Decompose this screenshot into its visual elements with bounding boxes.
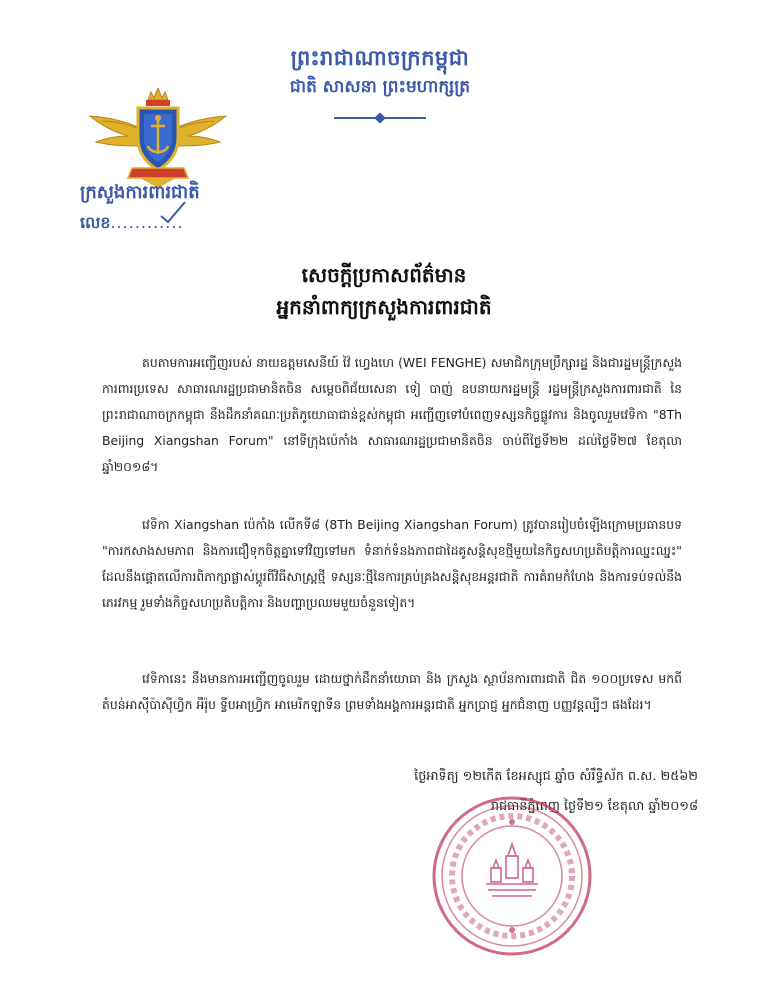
ministry-name: ក្រសួងការពារជាតិ [80,182,200,203]
lunar-date: ថ្ងៃអាទិត្យ ១២កើត ខែអស្សុជ ឆ្នាំច សំរឹទ្ធិស័ក ព.ស. ២៥៦២ [414,769,698,784]
solar-date: រាជធានីភ្នំពេញ ថ្ងៃទី២១ ខែតុលា ឆ្នាំ២០១៨ [490,799,698,814]
ref-dots: ............ [110,213,184,232]
kingdom-title: ព្រះរាជាណាចក្រកម្ពុជា [290,45,470,70]
ref-label: លេខ [80,213,111,232]
kingdom-motto: ជាតិ សាសនា ព្រះមហាក្សត្រ [289,77,471,97]
header-ornament [334,114,426,122]
official-seal-icon [430,794,594,958]
body-paragraph-2: វេទិកា Xiangshan ប៉េកាំង លើកទី៨ (8Th Beijing Xiangshan Forum) ត្រូវបានរៀបចំឡើងក្រោមប្រធានបទ "ការកសាងសមភាព និងការជឿទុកចិត្តគ្នាទៅវិញទៅមក ទំនាក់ទំនងភាពជាដៃគូសន្តិសុខថ្មីមួយនៃកិច្ចសហប្រតិបត្តិការឈ្នះឈ្នះ" ដែលនឹងផ្តោតលើការពិភាក្សាផ្លាស់ប្តូរពីវិធីសាស្ត្រថ្មី ទស្សនៈថ្មីនៃការគ្រប់គ្រងសន្តិសុខអន្តរជាតិ ការគំរាមកំហែង និងការទប់ទល់នឹងភេរវកម្ម រួមទាំងកិច្ចសហប្រតិបត្តិការ និងបញ្ហាប្រឈមមួយចំនួនទៀត។ [102,517,682,610]
body-paragraph-1: តបតាមការអញ្ជើញរបស់ នាយឧត្តមសេនីយ៍ វ៉ៃ ហ្វេងហេ (WEI FENGHE) សមាជិកក្រុមប្រឹក្សារដ្ឋ និងជារដ្ឋមន្ត្រីក្រសួងការពារប្រទេស សាធារណរដ្ឋប្រជាមានិតចិន សម្តេចពិជ័យសេនា ទៀ បាញ់ ឧបនាយករដ្ឋមន្ត្រី រដ្ឋមន្ត្រីក្រសួងការពារជាតិ នៃព្រះរាជាណាចក្រកម្ពុជា នឹងដឹកនាំគណៈប្រតិភូយោធាជាន់ខ្ពស់កម្ពុជា អញ្ជើញទៅបំពេញទស្សនកិច្ចផ្លូវការ និងចូលរួមវេទិកា "8Th Beijing Xiangshan Forum" នៅទីក្រុងប៉េកាំង សាធារណរដ្ឋប្រជាមានិតចិន ចាប់ពីថ្ងៃទី២២ ដល់ថ្ងៃទី២៧ ខែតុលា ឆ្នាំ២០១៨។ [102,355,682,474]
kingdom-header [250,44,510,122]
ministry-emblem-icon [88,88,228,188]
checkmark-icon [158,200,188,226]
announcement-subtitle: អ្នកនាំពាក្យក្រសួងការពារជាតិ [276,295,492,319]
body-paragraph-3: វេទិកានេះ នឹងមានការអញ្ជើញចូលរួម ដោយថ្នាក់ដឹកនាំយោធា និង ក្រសួង ស្ថាប័នការពារជាតិ ជិត ១០០ប្រទេស មកពីតំបន់អាស៊ីប៉ាស៊ីហ្វិក អឺរ៉ុប ទ្វីបអាហ្វ្រិក អាមេរិកឡាទីន ព្រមទាំងអង្គការអន្តរជាតិ អ្នកប្រាជ្ញ អ្នកជំនាញ បញ្ញវន្តល្បីៗ ផងដែរ។ [102,671,682,712]
announcement-title: សេចក្តីប្រកាសព័ត៌មាន [301,263,467,287]
